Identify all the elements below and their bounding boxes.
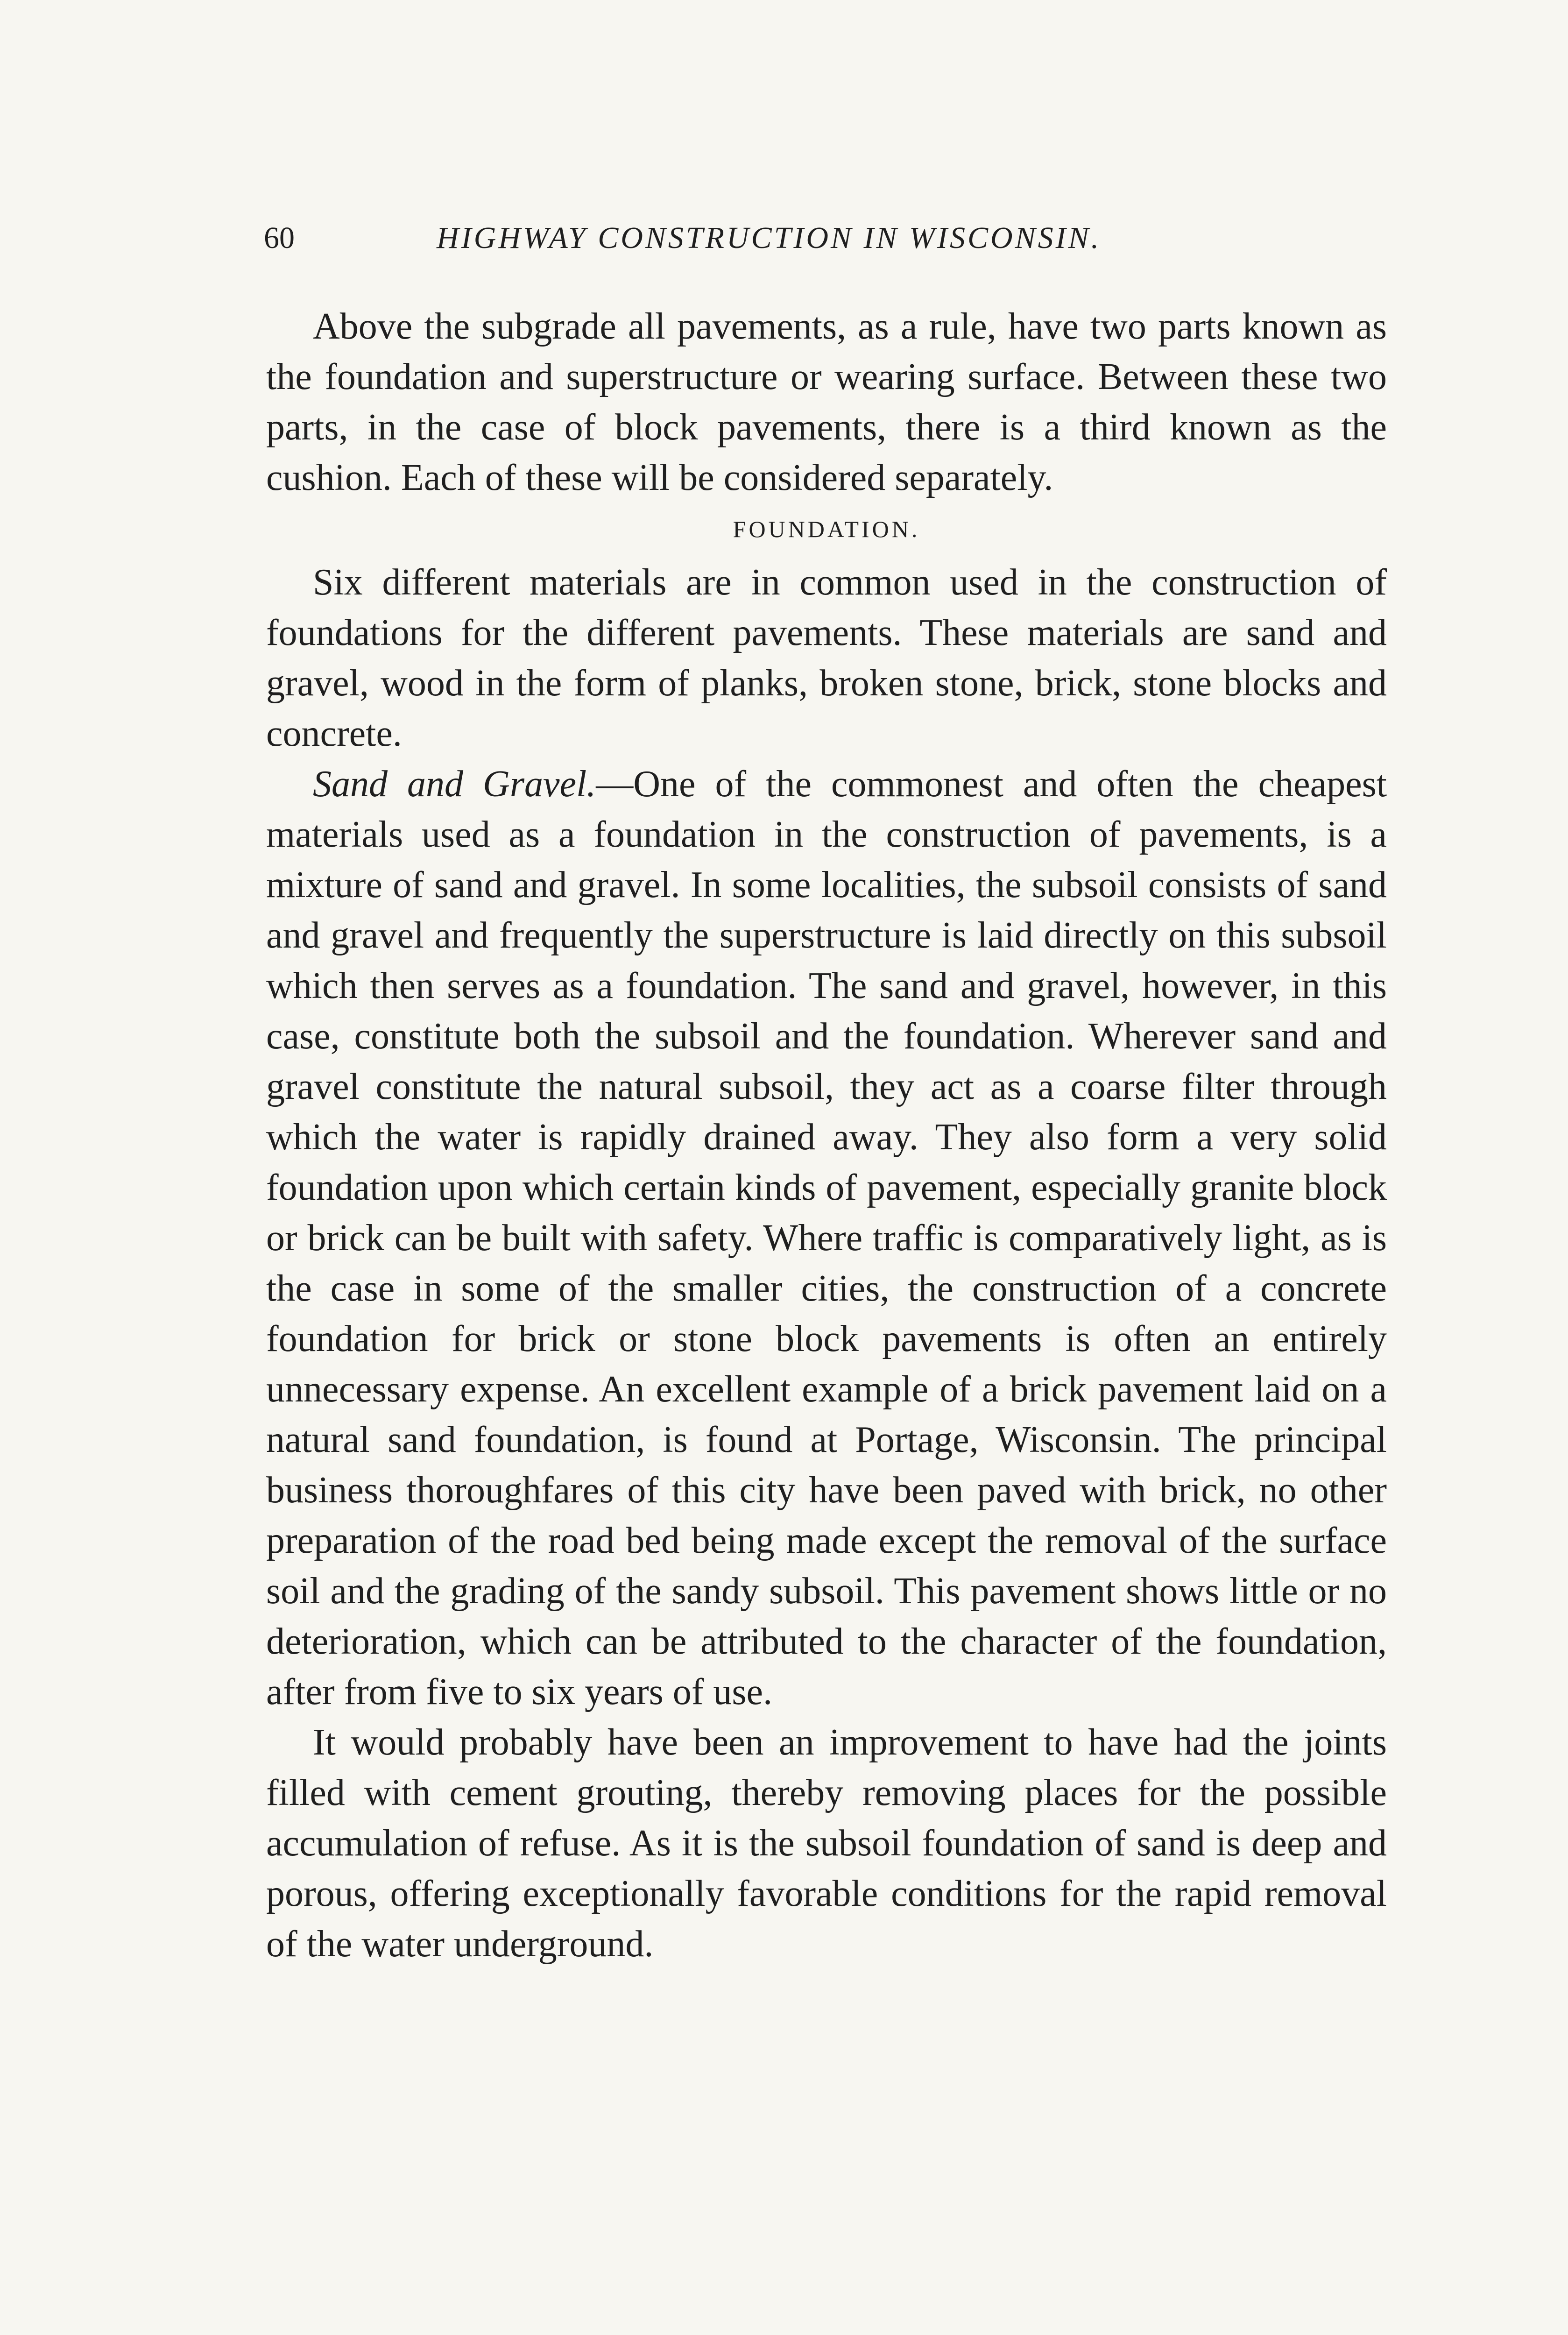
page-header — [264, 219, 1384, 257]
paragraph-sand-gravel-body: —One of the commonest and often the cheapest materials used as a foundation in the construction of pavements, is a mixture of sand and gravel. In some localities, the subsoil consists of sand and gravel and frequently the superstructure is laid directly on this subsoil which then serves as a foundation. The sand and gravel, however, in this case, constitute both the subsoil and the foundation. Wherever sand and gravel constitute the natural subsoil, they act as a coarse filter through which the water is rapidly drained away. They also form a very solid foundation upon which certain kinds of pavement, especially granite block or brick can be built with safety. Where traffic is comparatively light, as is the case in some of the smaller cities, the construction of a concrete foundation for brick or stone block pavements is often an entirely unnecessary expense. An excellent example of a brick pavement laid on a natural sand foundation, is found at Portage, Wisconsin. The principal business thoroughfares of this city have been paved with brick, no other preparation of the road bed being made except the removal of the surface soil and the grading of the sandy subsoil. This pavement shows little or no deterioration, which can be attributed to the character of the foundation, after from five to six years of use. — [266, 764, 1387, 1712]
run-in-heading: Sand and Gravel. — [313, 764, 596, 805]
paragraph-grouting: It would probably have been an improvement to have had the joints filled with cement grouting, thereby removing places for the possible accumulation of refuse. As it is the subsoil foundation of sand is deep and porous, offering exceptionally favorable conditions for the rapid removal of the water underground. — [266, 1722, 1387, 1965]
running-title: HIGHWAY CONSTRUCTION IN WISCONSIN. — [437, 221, 1102, 255]
page-number: 60 — [264, 221, 295, 255]
paragraph-materials: Six different materials are in common used in the construction of foundations for the different pavements. These materials are sand and gravel, wood in the form of planks, broken stone, brick, stone blocks and concrete. — [266, 562, 1387, 754]
section-heading: FOUNDATION. — [733, 516, 920, 542]
paragraph-intro: Above the subgrade all pavements, as a rule, have two parts known as the foundation and superstructure or wearing surface. Between these two parts, in the case of block pavements, there is a third known as the cushion. Each of these will be considered separately. — [266, 306, 1387, 498]
paragraph-sand-gravel — [266, 759, 1387, 1717]
body-text — [266, 301, 1387, 1969]
